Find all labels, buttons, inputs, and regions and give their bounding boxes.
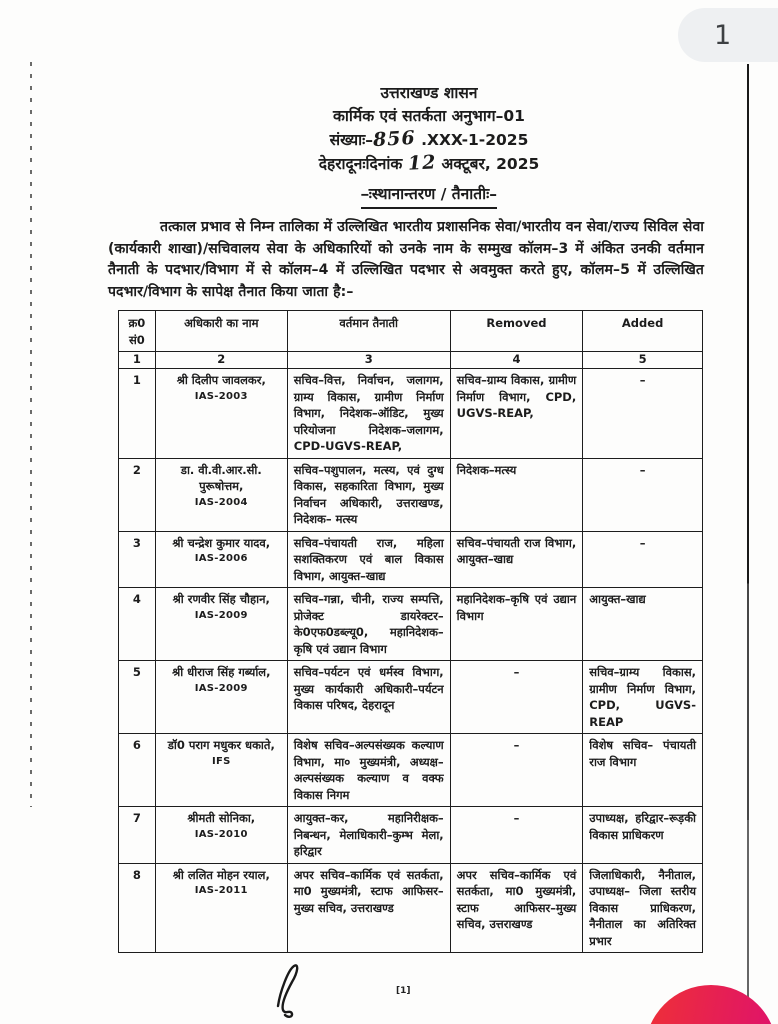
page-indicator-badge[interactable]	[678, 8, 778, 62]
current-posting-cell: आयुक्त–कर, महानिरीक्षक–निबन्धन, मेलाधिकारी–कुम्भ मेला, हरिद्वार	[287, 807, 450, 864]
officer-name-cell	[155, 531, 287, 588]
removed-cell: अपर सचिव–कार्मिक एवं सतर्कता, मा0 मुख्यमंत्री, स्टाफ आफिसर–मुख्य सचिव, उत्तराखण्ड	[450, 863, 583, 953]
added-cell: –	[583, 458, 703, 531]
removed-cell: –	[450, 661, 583, 734]
removed-cell: –	[450, 734, 583, 807]
row-serial: 8	[119, 863, 156, 953]
order-number-line	[154, 128, 704, 152]
punch-hole-marks	[30, 62, 32, 807]
row-serial: 1	[119, 369, 156, 459]
header-serial: क्र0 सं0	[119, 311, 156, 352]
row-serial: 4	[119, 588, 156, 661]
officer-cadre: IAS-2004	[194, 496, 248, 508]
officer-name: श्री धीराज सिंह गर्ब्याल,	[172, 665, 271, 679]
current-posting-cell: विशेष सचिव–अल्पसंख्यक कल्याण विभाग, मा० मुख्यमंत्री, अध्यक्ष– अल्पसंख्यक कल्याण व वक्फ विकास निगम	[287, 734, 450, 807]
order-date-handwritten: 12	[407, 151, 437, 175]
index-1: 1	[119, 352, 156, 369]
current-posting-cell: सचिव–वित्त, निर्वाचन, जलागम, ग्राम्य विकास, ग्रामीण निर्माण विभाग, निदेशक–ऑडिट, मुख्य परियोजना निदेशक–जलागम, CPD-UGVS-REAP,	[287, 369, 450, 459]
order-paragraph: तत्काल प्रभाव से निम्न तालिका में उल्लिखित भारतीय प्रशासनिक सेवा/भारतीय वन सेवा/राज्य सिविल सेवा (कार्यकारी शाखा)/सचिवालय सेवा के अधिकारियों को उनके नाम के सम्मुख कॉलम–3 में अंकित उनकी वर्तमान तैनाती के पदभार/विभाग में से कॉलम–4 में उल्लिखित पदभार से अवमुक्त करते हुए, कॉलम–5 में उल्लिखित पदभार/विभाग के सापेक्ष तैनात किया जाता है:–	[108, 219, 704, 300]
header-removed: Removed	[450, 311, 583, 352]
order-number-prefix: संख्याः–	[329, 131, 374, 149]
row-serial: 6	[119, 734, 156, 807]
header-current-posting: वर्तमान तैनाती	[287, 311, 450, 352]
table-row	[119, 458, 703, 531]
added-cell: सचिव–ग्राम्य विकास, ग्रामीण निर्माण विभाग, CPD, UGVS-REAP	[583, 661, 703, 734]
officer-name-cell	[155, 807, 287, 864]
page-number: [1]	[396, 986, 411, 996]
header-officer-name: अधिकारी का नाम	[155, 311, 287, 352]
officer-cadre: IAS-2010	[194, 828, 248, 840]
current-posting-cell: सचिव–पंचायती राज, महिला सशक्तिकरण एवं बाल विकास विभाग, आयुक्त–खाद्य	[287, 531, 450, 588]
officer-name-cell	[155, 863, 287, 953]
officer-name-cell	[155, 734, 287, 807]
officer-name: श्रीमती सोनिका,	[187, 811, 256, 825]
current-posting-cell: सचिव–गन्ना, चीनी, राज्य सम्पत्ति, प्रोजेक्ट डायरेक्टर–के0एफ0डब्ल्यू0, महानिदेशक–कृषि एवं उद्यान विभाग	[287, 588, 450, 661]
added-cell: विशेष सचिव– पंचायती राज विभाग	[583, 734, 703, 807]
row-serial: 7	[119, 807, 156, 864]
scan-edge-line	[747, 64, 749, 1009]
table-row	[119, 369, 703, 459]
signature-mark	[268, 962, 314, 1020]
order-number-handwritten: 856	[372, 126, 417, 152]
column-index-row	[119, 352, 703, 369]
officer-cadre: IAS-2011	[194, 885, 248, 896]
row-serial: 3	[119, 531, 156, 588]
page-indicator-number: 1	[714, 19, 732, 51]
table-row	[119, 863, 703, 953]
officer-cadre: IAS-2006	[194, 553, 248, 564]
order-number-suffix: .XXX-1-2025	[421, 131, 529, 149]
index-3: 3	[287, 352, 450, 369]
table-row	[119, 531, 703, 588]
section-name: कार्मिक एवं सतर्कता अनुभाग–01	[333, 107, 525, 125]
added-cell: आयुक्त–खाद्य	[583, 588, 703, 661]
transfer-table	[118, 310, 703, 953]
removed-cell: महानिदेशक–कृषि एवं उद्यान विभाग	[450, 588, 583, 661]
order-date-suffix: अक्टूबर, 2025	[441, 155, 540, 173]
officer-cadre: IFS	[211, 755, 231, 767]
removed-cell: –	[450, 807, 583, 864]
current-posting-cell: सचिव–पशुपालन, मत्स्य, एवं दुग्ध विकास, सहकारिता विभाग, मुख्य निर्वाचन अधिकारी, उत्तराखण्ड, निदेशक– मत्स्य	[287, 458, 450, 531]
document-content	[108, 82, 704, 953]
table-row	[119, 661, 703, 734]
removed-cell: सचिव–पंचायती राज विभाग, आयुक्त–खाद्य	[450, 531, 583, 588]
officer-name-cell	[155, 369, 287, 459]
header-added: Added	[583, 311, 703, 352]
row-serial: 5	[119, 661, 156, 734]
officer-name: डॉ0 पराग मधुकर धकाते,	[167, 738, 275, 752]
document-header	[108, 82, 704, 209]
current-posting-cell: अपर सचिव–कार्मिक एवं सतर्कता, मा0 मुख्यमंत्री, स्टाफ आफिसर–मुख्य सचिव, उत्तराखण्ड	[287, 863, 450, 953]
officer-cadre: IAS-2003	[194, 390, 248, 402]
govt-name: उत्तराखण्ड शासन	[380, 84, 478, 102]
order-date-line	[154, 152, 704, 176]
officer-name-cell	[155, 661, 287, 734]
officer-cadre: IAS-2009	[194, 609, 248, 621]
added-cell: –	[583, 369, 703, 459]
officer-name: श्री दिलीप जावलकर,	[176, 373, 266, 387]
officer-name: डा. वी.वी.आर.सी. पुरूषोत्तम,	[180, 462, 262, 493]
index-5: 5	[583, 352, 703, 369]
table-header-row	[119, 311, 703, 352]
officer-name-cell	[155, 588, 287, 661]
removed-cell: सचिव–ग्राम्य विकास, ग्रामीण निर्माण विभाग, CPD, UGVS-REAP,	[450, 369, 583, 459]
added-cell: –	[583, 531, 703, 588]
index-4: 4	[450, 352, 583, 369]
officer-name: श्री चन्द्रेश कुमार यादव,	[172, 535, 271, 550]
added-cell: जिलाधिकारी, नैनीताल, उपाध्यक्ष– जिला स्तरीय विकास प्राधिकरण, नैनीताल का अतिरिक्त प्रभार	[583, 863, 703, 953]
officer-name-cell	[155, 458, 287, 531]
table-row	[119, 734, 703, 807]
subject-title: –ःस्थानान्तरण / तैनातीः–	[361, 183, 497, 209]
row-serial: 2	[119, 458, 156, 531]
scan-fab-button[interactable]	[645, 985, 777, 1024]
table-row	[119, 807, 703, 864]
index-2: 2	[155, 352, 287, 369]
officer-cadre: IAS-2009	[194, 682, 248, 694]
table-row	[119, 588, 703, 661]
added-cell: उपाध्यक्ष, हरिद्वार–रूड़की विकास प्राधिकरण	[583, 807, 703, 864]
removed-cell: निदेशक–मत्स्य	[450, 458, 583, 531]
officer-name: श्री ललित मोहन रयाल,	[172, 867, 270, 882]
order-date-prefix: देहरादूनःदिनांक	[318, 155, 403, 173]
current-posting-cell: सचिव–पर्यटन एवं धर्मस्व विभाग, मुख्य कार्यकारी अधिकारी–पर्यटन विकास परिषद, देहरादून	[287, 661, 450, 734]
officer-name: श्री रणवीर सिंह चौहान,	[172, 592, 270, 606]
